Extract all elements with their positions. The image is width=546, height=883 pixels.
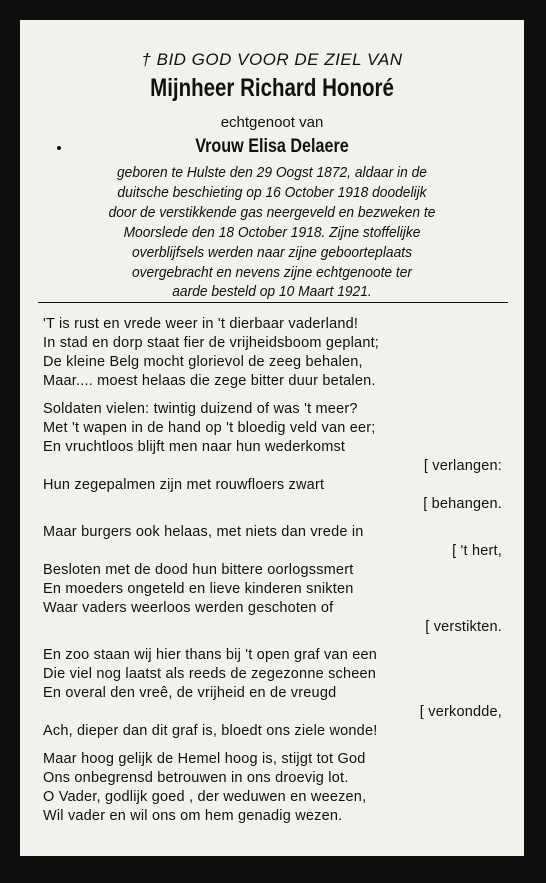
poem-line: Ons onbegrensd betrouwen in ons droevig lot. bbox=[43, 770, 349, 786]
poem-line-continuation: [ verkondde, bbox=[419, 704, 502, 720]
prayer-header: † BID GOD VOOR DE ZIEL VAN bbox=[141, 50, 403, 69]
poem-line: Maar burgers ook helaas, met niets dan vrede in bbox=[43, 524, 364, 540]
poem-line: In stad en dorp staat fier de vrijheidsboom geplant; bbox=[43, 335, 380, 351]
poem-line: Ach, dieper dan dit graf is, bloedt ons ziele wonde! bbox=[43, 723, 378, 739]
poem-line-continuation: [ verstikten. bbox=[425, 619, 502, 635]
poem-line: Waar vaders weerloos werden geschoten of bbox=[43, 600, 334, 616]
bio-line: duitsche beschieting op 16 October 1918 doodelijk bbox=[117, 184, 427, 201]
poem-line: Die viel nog laatst als reeds de zegezonne scheen bbox=[43, 666, 377, 682]
poem-line: Hun zegepalmen zijn met rouwfloers zwart bbox=[43, 477, 325, 493]
bio-line: overgebracht en nevens zijne echtgenoote ter bbox=[131, 264, 413, 281]
bio-line: aarde besteld op 10 Maart 1921. bbox=[172, 283, 372, 300]
poem-line: Maar.... moest helaas die zege bitter duur betalen. bbox=[43, 373, 376, 389]
poem-line: 'T is rust en vrede weer in 't dierbaar vaderland! bbox=[43, 316, 359, 332]
poem-line: En moeders ongeteld en lieve kinderen snikten bbox=[43, 581, 354, 597]
poem-line-continuation: [ verlangen: bbox=[423, 458, 502, 474]
deceased-name: Mijnheer Richard Honoré bbox=[150, 74, 394, 102]
spouse-name: Vrouw Elisa Delaere bbox=[195, 136, 349, 157]
poem-line: O Vader, godlijk goed , der weduwen en weezen, bbox=[43, 789, 367, 805]
poem-line: En overal den vreê, de vrijheid en de vreugd bbox=[43, 685, 337, 701]
poem-line-continuation: [ 't hert, bbox=[452, 543, 502, 559]
bio-line: overblijfsels werden naar zijne geboorteplaats bbox=[132, 244, 412, 261]
spouse-intro: echtgenoot van bbox=[220, 114, 324, 131]
poem-line-continuation: [ behangen. bbox=[423, 496, 502, 512]
memorial-card bbox=[20, 20, 524, 856]
poem-line: De kleine Belg mocht glorievol de zeeg behalen, bbox=[43, 354, 363, 370]
poem-line: Soldaten vielen: twintig duizend of was 't meer? bbox=[43, 401, 358, 417]
poem-line: En vruchtloos blijft men naar hun wederkomst bbox=[43, 439, 346, 455]
bio-line: Moorslede den 18 October 1918. Zijne stoffelijke bbox=[123, 224, 421, 241]
bio-line: geboren te Hulste den 29 Oogst 1872, aldaar in de bbox=[117, 164, 427, 181]
poem-line: Wil vader en wil ons om hem genadig wezen. bbox=[43, 808, 343, 824]
poem-line: Besloten met de dood hun bittere oorlogssmert bbox=[43, 562, 354, 578]
poem-line: Maar hoog gelijk de Hemel hoog is, stijgt tot God bbox=[43, 751, 366, 767]
bio-line: door de verstikkende gas neergeveld en bezweken te bbox=[108, 204, 436, 221]
poem-line: En zoo staan wij hier thans bij 't open graf van een bbox=[43, 647, 377, 663]
poem-line: Met 't wapen in de hand op 't bloedig veld van eer; bbox=[43, 420, 376, 436]
divider-line bbox=[38, 302, 508, 303]
